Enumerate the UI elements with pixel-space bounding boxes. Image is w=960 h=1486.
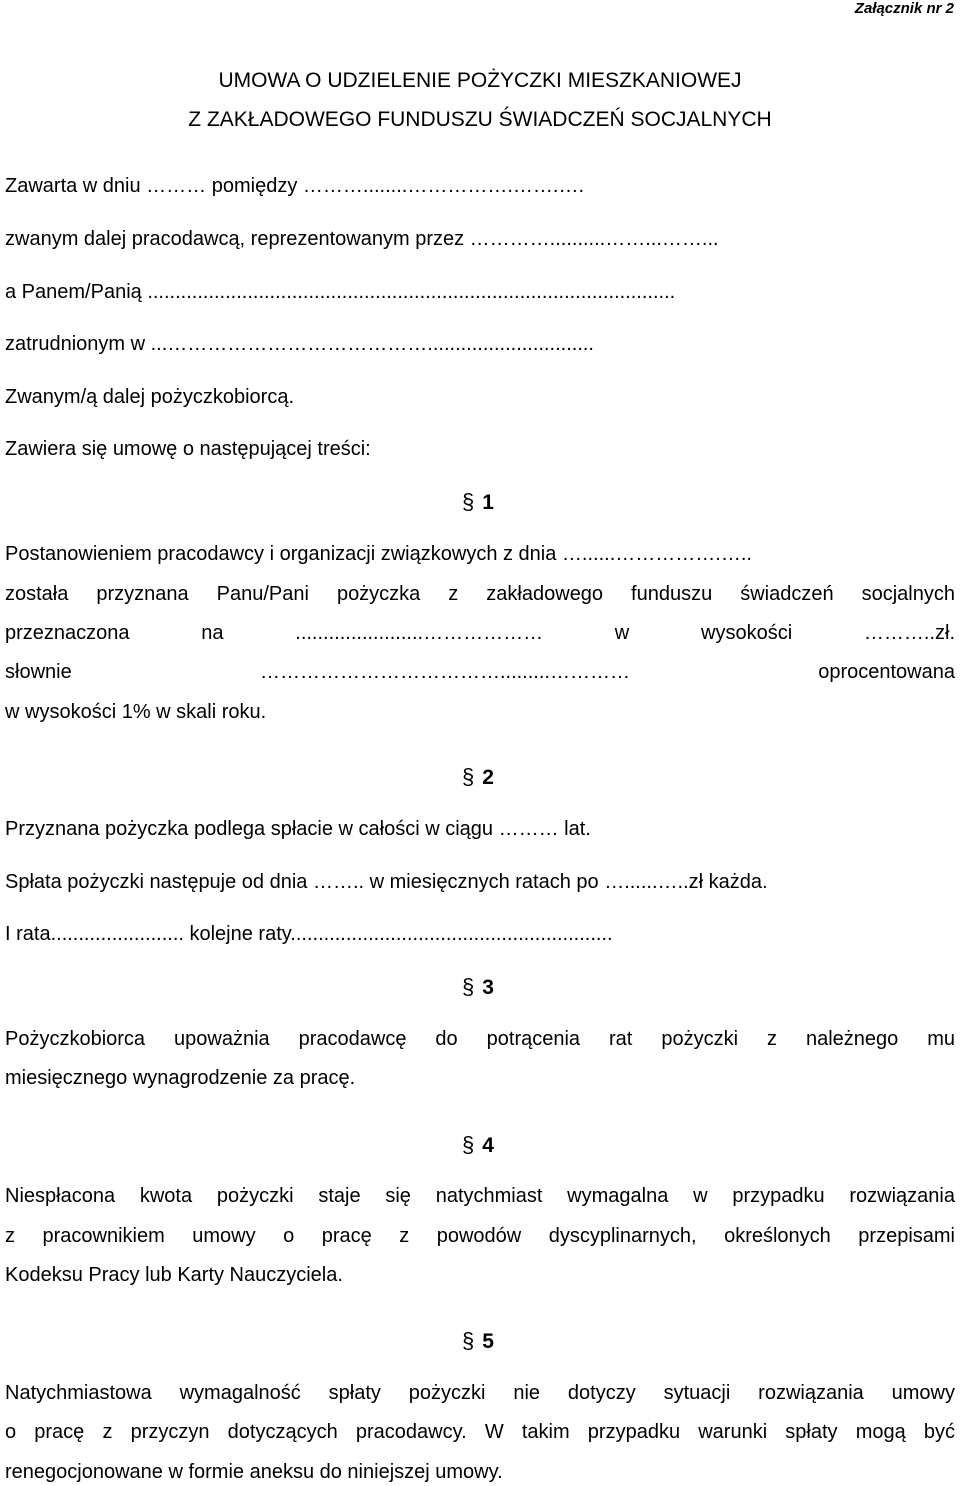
section-3-heading xyxy=(462,975,494,1000)
intro-borrower-def: Zwanym/ą dalej pożyczkobiorcą. xyxy=(5,386,295,408)
section-5-heading xyxy=(462,1329,494,1354)
section-number: 3 xyxy=(482,976,494,999)
section-4-line: Kodeksu Pracy lub Karty Nauczyciela. xyxy=(5,1264,343,1286)
section-2-line: Spłata pożyczki następuje od dnia …….. w miesięcznych ratach po …......…..zł każda. xyxy=(5,871,768,893)
section-1-heading xyxy=(462,490,494,515)
section-number: 4 xyxy=(482,1134,494,1157)
section-symbol: § xyxy=(462,1132,475,1157)
section-symbol: § xyxy=(462,974,475,999)
section-number: 5 xyxy=(482,1330,494,1353)
document-title-line1: UMOWA O UDZIELENIE POŻYCZKI MIESZKANIOWEJ xyxy=(218,69,742,92)
intro-contents: Zawiera się umowę o następującej treści: xyxy=(5,438,371,460)
section-4-line: Niespłacona kwota pożyczki staje się natychmiast wymagalna w przypadku rozwiązania xyxy=(5,1185,955,1207)
section-3-line: miesięcznego wynagrodzenie za pracę. xyxy=(5,1067,356,1089)
section-number: 2 xyxy=(482,766,494,789)
section-2-line: I rata........................ kolejne raty.......................................................... xyxy=(5,923,613,945)
section-2-heading xyxy=(462,765,494,790)
intro-employed-at: zatrudnionym w ...………………………………….............................. xyxy=(5,333,594,355)
document-title-line2: Z ZAKŁADOWEGO FUNDUSZU ŚWIADCZEŃ SOCJALNYCH xyxy=(188,108,772,131)
section-symbol: § xyxy=(462,1328,475,1353)
section-5-line: o pracę z przyczyn dotyczących pracodawcy. W takim przypadku warunki spłaty mogą być xyxy=(5,1421,955,1443)
section-1-line: Postanowieniem pracodawcy i organizacji związkowych z dnia …......…………….….. xyxy=(5,543,752,565)
intro-date-parties: Zawarta w dniu ……… pomiędzy ………........…………….…….…. xyxy=(5,175,585,197)
section-symbol: § xyxy=(462,489,475,514)
section-1-line: przeznaczona na .......................……………… w wysokości ………..zł. xyxy=(5,622,955,644)
section-5-line: renegocjonowane w formie aneksu do niniejszej umowy. xyxy=(5,1461,503,1483)
section-1-line: została przyznana Panu/Pani pożyczka z zakładowego funduszu świadczeń socjalnych xyxy=(5,583,955,605)
section-4-line: z pracownikiem umowy o pracę z powodów dyscyplinarnych, określonych przepisami xyxy=(5,1225,955,1247)
section-1-line: słownie ……………………………….........………… oprocentowana xyxy=(5,661,955,683)
section-3-line: Pożyczkobiorca upoważnia pracodawcę do potrącenia rat pożyczki z należnego mu xyxy=(5,1028,955,1050)
section-5-line: Natychmiastowa wymagalność spłaty pożyczki nie dotyczy sytuacji rozwiązania umowy xyxy=(5,1382,955,1404)
attachment-label: Załącznik nr 2 xyxy=(854,0,954,17)
section-number: 1 xyxy=(482,491,494,514)
section-1-line: w wysokości 1% w skali roku. xyxy=(5,701,267,723)
intro-employer: zwanym dalej pracodawcą, reprezentowanym przez …………..........……...……... xyxy=(5,228,719,250)
section-4-heading xyxy=(462,1133,494,1158)
intro-borrower: a Panem/Panią ............................................................................................... xyxy=(5,281,676,303)
section-symbol: § xyxy=(462,764,475,789)
section-2-line: Przyznana pożyczka podlega spłacie w całości w ciągu ……… lat. xyxy=(5,818,591,840)
